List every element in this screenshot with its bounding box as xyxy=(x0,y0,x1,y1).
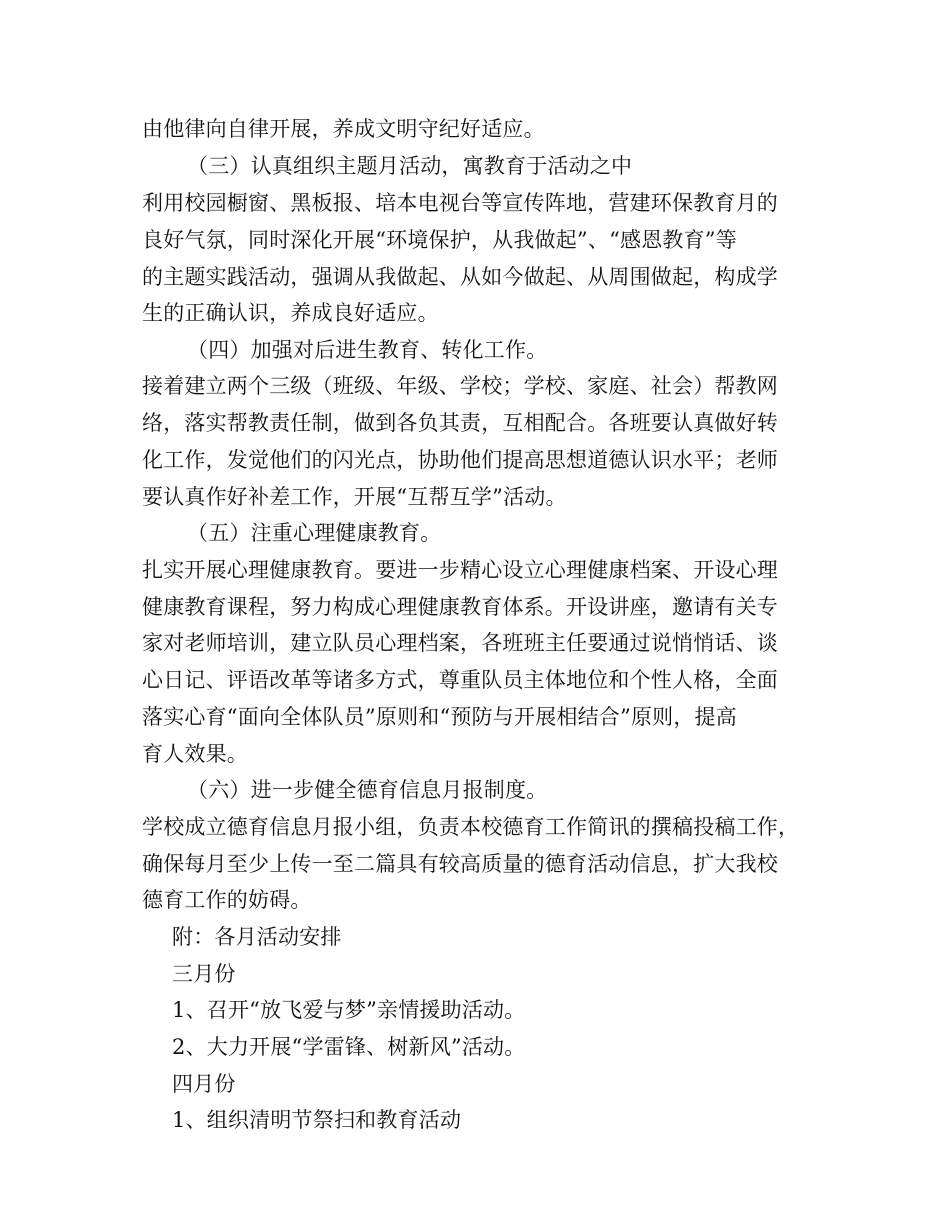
paragraph-line: 由他律向自律开展，养成文明守纪好适应。 xyxy=(142,117,545,141)
section-heading-6: （六）进一步健全德育信息月报制度。 xyxy=(187,778,548,802)
paragraph-line: 要认真作好补差工作，开展“互帮互学”活动。 xyxy=(142,485,567,509)
paragraph-line: 确保每月至少上传一至二篇具有较高质量的德育活动信息，扩大我校 xyxy=(142,852,778,876)
paragraph-line: 学校成立德育信息月报小组，负责本校德育工作简讯的撰稿投稿工作， xyxy=(142,815,800,839)
activity-item: 2、大力开展“学雷锋、树新风”活动。 xyxy=(172,1035,526,1059)
activity-item: 1、召开“放飞爱与梦”亲情援助活动。 xyxy=(172,998,526,1022)
paragraph-line: 心日记、评语改革等诸多方式，尊重队员主体地位和个性人格，全面 xyxy=(142,668,778,692)
paragraph-line: 化工作，发觉他们的闪光点，协助他们提高思想道德认识水平；老师 xyxy=(142,448,778,472)
paragraph-line: 络，落实帮教责任制，做到各负其责，互相配合。各班要认真做好转 xyxy=(142,411,778,435)
paragraph-line: 接着建立两个三级（班级、年级、学校；学校、家庭、社会）帮教网 xyxy=(142,374,778,398)
section-heading-3: （三）认真组织主题月活动，寓教育于活动之中 xyxy=(187,154,633,178)
appendix-title: 附：各月活动安排 xyxy=(172,925,342,949)
paragraph-line: 良好气氛，同时深化开展“环境保护，从我做起”、“感恩教育”等 xyxy=(142,228,737,252)
paragraph-line: 生的正确认识，养成良好适应。 xyxy=(142,301,439,325)
paragraph-line: 的主题实践活动，强调从我做起、从如今做起、从周围做起，构成学 xyxy=(142,265,778,289)
paragraph-line: 落实心育“面向全体队员”原则和“预防与开展相结合”原则，提高 xyxy=(142,705,737,729)
paragraph-line: 育人效果。 xyxy=(142,742,248,766)
paragraph-line: 健康教育课程，努力构成心理健康教育体系。开设讲座，邀请有关专 xyxy=(142,595,778,619)
paragraph-line: 扎实开展心理健康教育。要进一步精心设立心理健康档案、开设心理 xyxy=(142,558,778,582)
section-heading-4: （四）加强对后进生教育、转化工作。 xyxy=(187,338,548,362)
month-heading-march: 三月份 xyxy=(172,962,236,986)
paragraph-line: 德育工作的妨碍。 xyxy=(142,888,312,912)
paragraph-line: 利用校园橱窗、黑板报、培本电视台等宣传阵地，营建环保教育月的 xyxy=(142,191,778,215)
section-heading-5: （五）注重心理健康教育。 xyxy=(187,521,442,545)
activity-item: 1、组织清明节祭扫和教育活动 xyxy=(172,1108,462,1132)
paragraph-line: 家对老师培训，建立队员心理档案，各班班主任要通过说悄悄话、谈 xyxy=(142,631,778,655)
month-heading-april: 四月份 xyxy=(172,1072,236,1096)
